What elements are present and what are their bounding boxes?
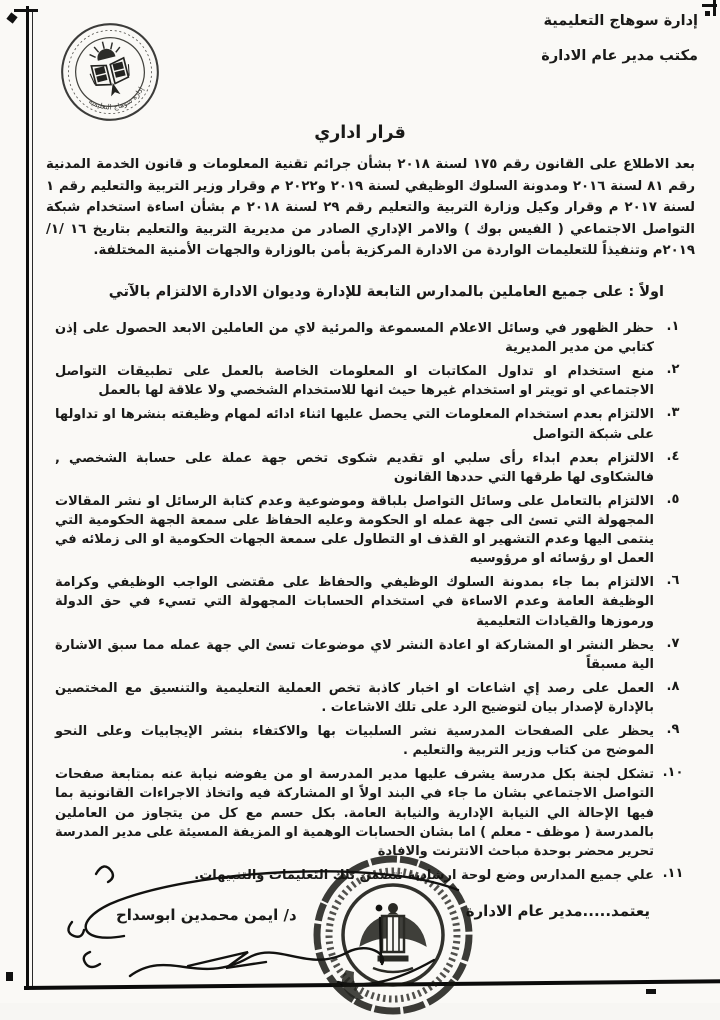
corner-mark-top-left-2 [6,12,17,23]
directives-list [55,319,688,890]
preamble-paragraph: بعد الاطلاع على القانون رقم ١٧٥ لسنة ٢٠١٨ بشأن جرائم تقنية المعلومات و قانون الخدمة المدنية رقم ٨١ لسنة ٢٠١٦ ومدونة السلوك الوظيفي لسنة ٢٠١٩ و٢٠٢٢ م وقرار وزير التربية والتعليم رقم ١ لسنة ٢٠١٧ م وقرار وكيل وزارة التربية والتعليم رقم ٢٩ لسنة ٢٠١٨ م بشأن اساءة استخدام شبكة التواصل الاجتماعي ( الفيس بوك ) والامر الإداري الصادر من مديرية التربية والتعليم بتاريخ ١٦ /١/ ٢٠١٩م وتنفيذاً للتعليمات الواردة من الادارة المركزية بأمن بالوزارة والجهات الأمنية المختلفة. [46,157,696,259]
section-heading: اولاً : على جميع العاملين بالمدارس التابعة للإدارة وديوان الادارة الالتزام بالآتي [108,284,664,300]
list-item [55,679,688,717]
signature-digit-mark-2 [84,952,100,967]
item-text: يحظر النشر او المشاركة او اعادة النشر لاي موضوعات تسئ الي جهة عمله مما سبق الاشارة الية مسبقاً [55,637,654,672]
item-number: ٧. [666,635,680,651]
item-text: يحظر على الصفحات المدرسية نشر السلبيات بها والاكتفاء بنشر الإيجابيات وعلى النحو الموضح من كتاب وزير التربية والتعليم . [55,724,654,759]
item-text: منع استخدام او تداول المكاتبات او المعلومات الخاصة بالعمل على تطبيقات التواصل الاجتماعي او تويتر او استخدام غيرها حيث انها للاستخدام الشخصي ولا علاقة لها بالعمل [55,364,654,399]
letterhead [398,14,698,83]
list-item [55,722,688,760]
seal-bottom-text: إدارة سوهاج التعليمية [87,85,146,112]
item-number: ١. [666,319,680,334]
list-item [55,405,688,443]
signature-digit-mark-1 [68,922,84,937]
list-item [55,573,688,630]
item-text: الالتزام بعدم استخدام المعلومات التي يحصل عليها اثناء ادائه لمهام وظيفته بنشرها او تداولها على شبكة التواصل [55,407,654,442]
item-number: ٤. [666,448,680,464]
list-item [55,765,688,861]
signatory-name: د/ ايمن محمدين ابوسداح [116,906,297,924]
approval-line: يعتمد.....مدير عام الادارة [465,902,650,920]
page-border-left-inner [32,10,33,986]
corner-mark-bottom-left [6,972,13,981]
item-text: الالتزام بما جاء بمدونة السلوك الوظيفي والحفاظ على مقتضى الواجب الوظيفي وكرامة الوظيفة العامة وعدم الاساءة في استخدام الحسابات المجهولة التي تسيء في حق الدولة ورموزها والقيادات التعليمية [55,575,654,629]
office-name: مكتب مدير عام الادارة [541,47,698,64]
corner-mark-top-left [14,9,38,12]
sun-icon [87,38,121,62]
open-book-icon [88,57,134,98]
corner-mark-top-right-3 [705,11,710,16]
item-number: ١٠. [662,765,684,781]
item-text: العمل على رصد إي اشاعات او اخبار كاذبة تخص العملية التعليمية والتنسيق مع المختصين بالإدارة لإصدار بيان لتوضيح الرد على تلك الاشاعات . [55,680,654,715]
document-title: قرار اداري [314,123,406,143]
list-item [55,492,688,568]
seal-outer-ring [52,14,168,130]
item-text: علي جميع المدارس وضع لوحة ارشادية تتضمن تلك التعليمات والتنبيهات. [194,867,654,883]
item-text: الالتزام بالتعامل على وسائل التواصل بلباقة وموضوعية وعدم كتابة الرسائل او نشر المقالات المجهولة التي تسئ الى جهة عمله او الحكومة وعليه الحفاظ على سمعة الجهة الحكومية التي ينتمى اليها وعدم التشهير او القذف او التطاول على سمعة الجهات الحكومية او الى زملائه في العمل او رؤسائه او مرؤوسيه [55,493,654,567]
signature-flick-stroke [188,952,266,968]
item-text: تشكل لجنة بكل مدرسة يشرف عليها مدير المدرسة او من يفوضه نيابة عنه بمتابعة صفحات التواصل الاجتماعي بشان ما جاء في البند اولاً او المشاركة فيه واتخاذ الاجراءات القانونية بما فيها الإحالة الي النيابة الإدارية والنيابة العامة. بكل حسم مع كل من يتجاوز من العاملين بالمدرسة ( موظف - معلم ) اما بشان الحسابات الوهمية او المزيفة المسيئة على مدير المدرسة تحرير محضر بوحدة مباحث الانترنت والافادة [55,767,654,859]
item-number: ١١. [662,865,684,881]
item-number: ٨. [666,678,680,694]
list-item [55,449,688,487]
item-number: ٩. [666,722,680,738]
directorate-seal-icon [47,9,173,135]
item-number: ٥. [666,491,680,507]
list-item [55,636,688,674]
org-name: إدارة سوهاج التعليمية [543,13,698,29]
list-item [55,362,688,400]
eagle-emblem-icon [360,904,426,973]
item-number: ٣. [666,405,680,421]
item-text: الالتزام بعدم ابداء رأى سلبي او تقديم شكوى تخص جهة عملة على حسابة الشخصي , فالشكاوى لها طرقها التي حددها القانون [55,450,654,485]
corner-mark-top-right-2 [713,0,716,16]
page-border-left [26,6,29,990]
official-round-stamp-icon [308,850,478,1020]
corner-mark-bottom-right [646,989,656,994]
list-item [55,319,688,357]
item-number: ٢. [666,362,680,378]
item-number: ٦. [666,573,680,589]
item-text: حظر الظهور في وسائل الاعلام المسموعة والمرئية لاي من العاملين الابعد الحصول على إذن كتابي من مدير المديرية [55,321,654,356]
